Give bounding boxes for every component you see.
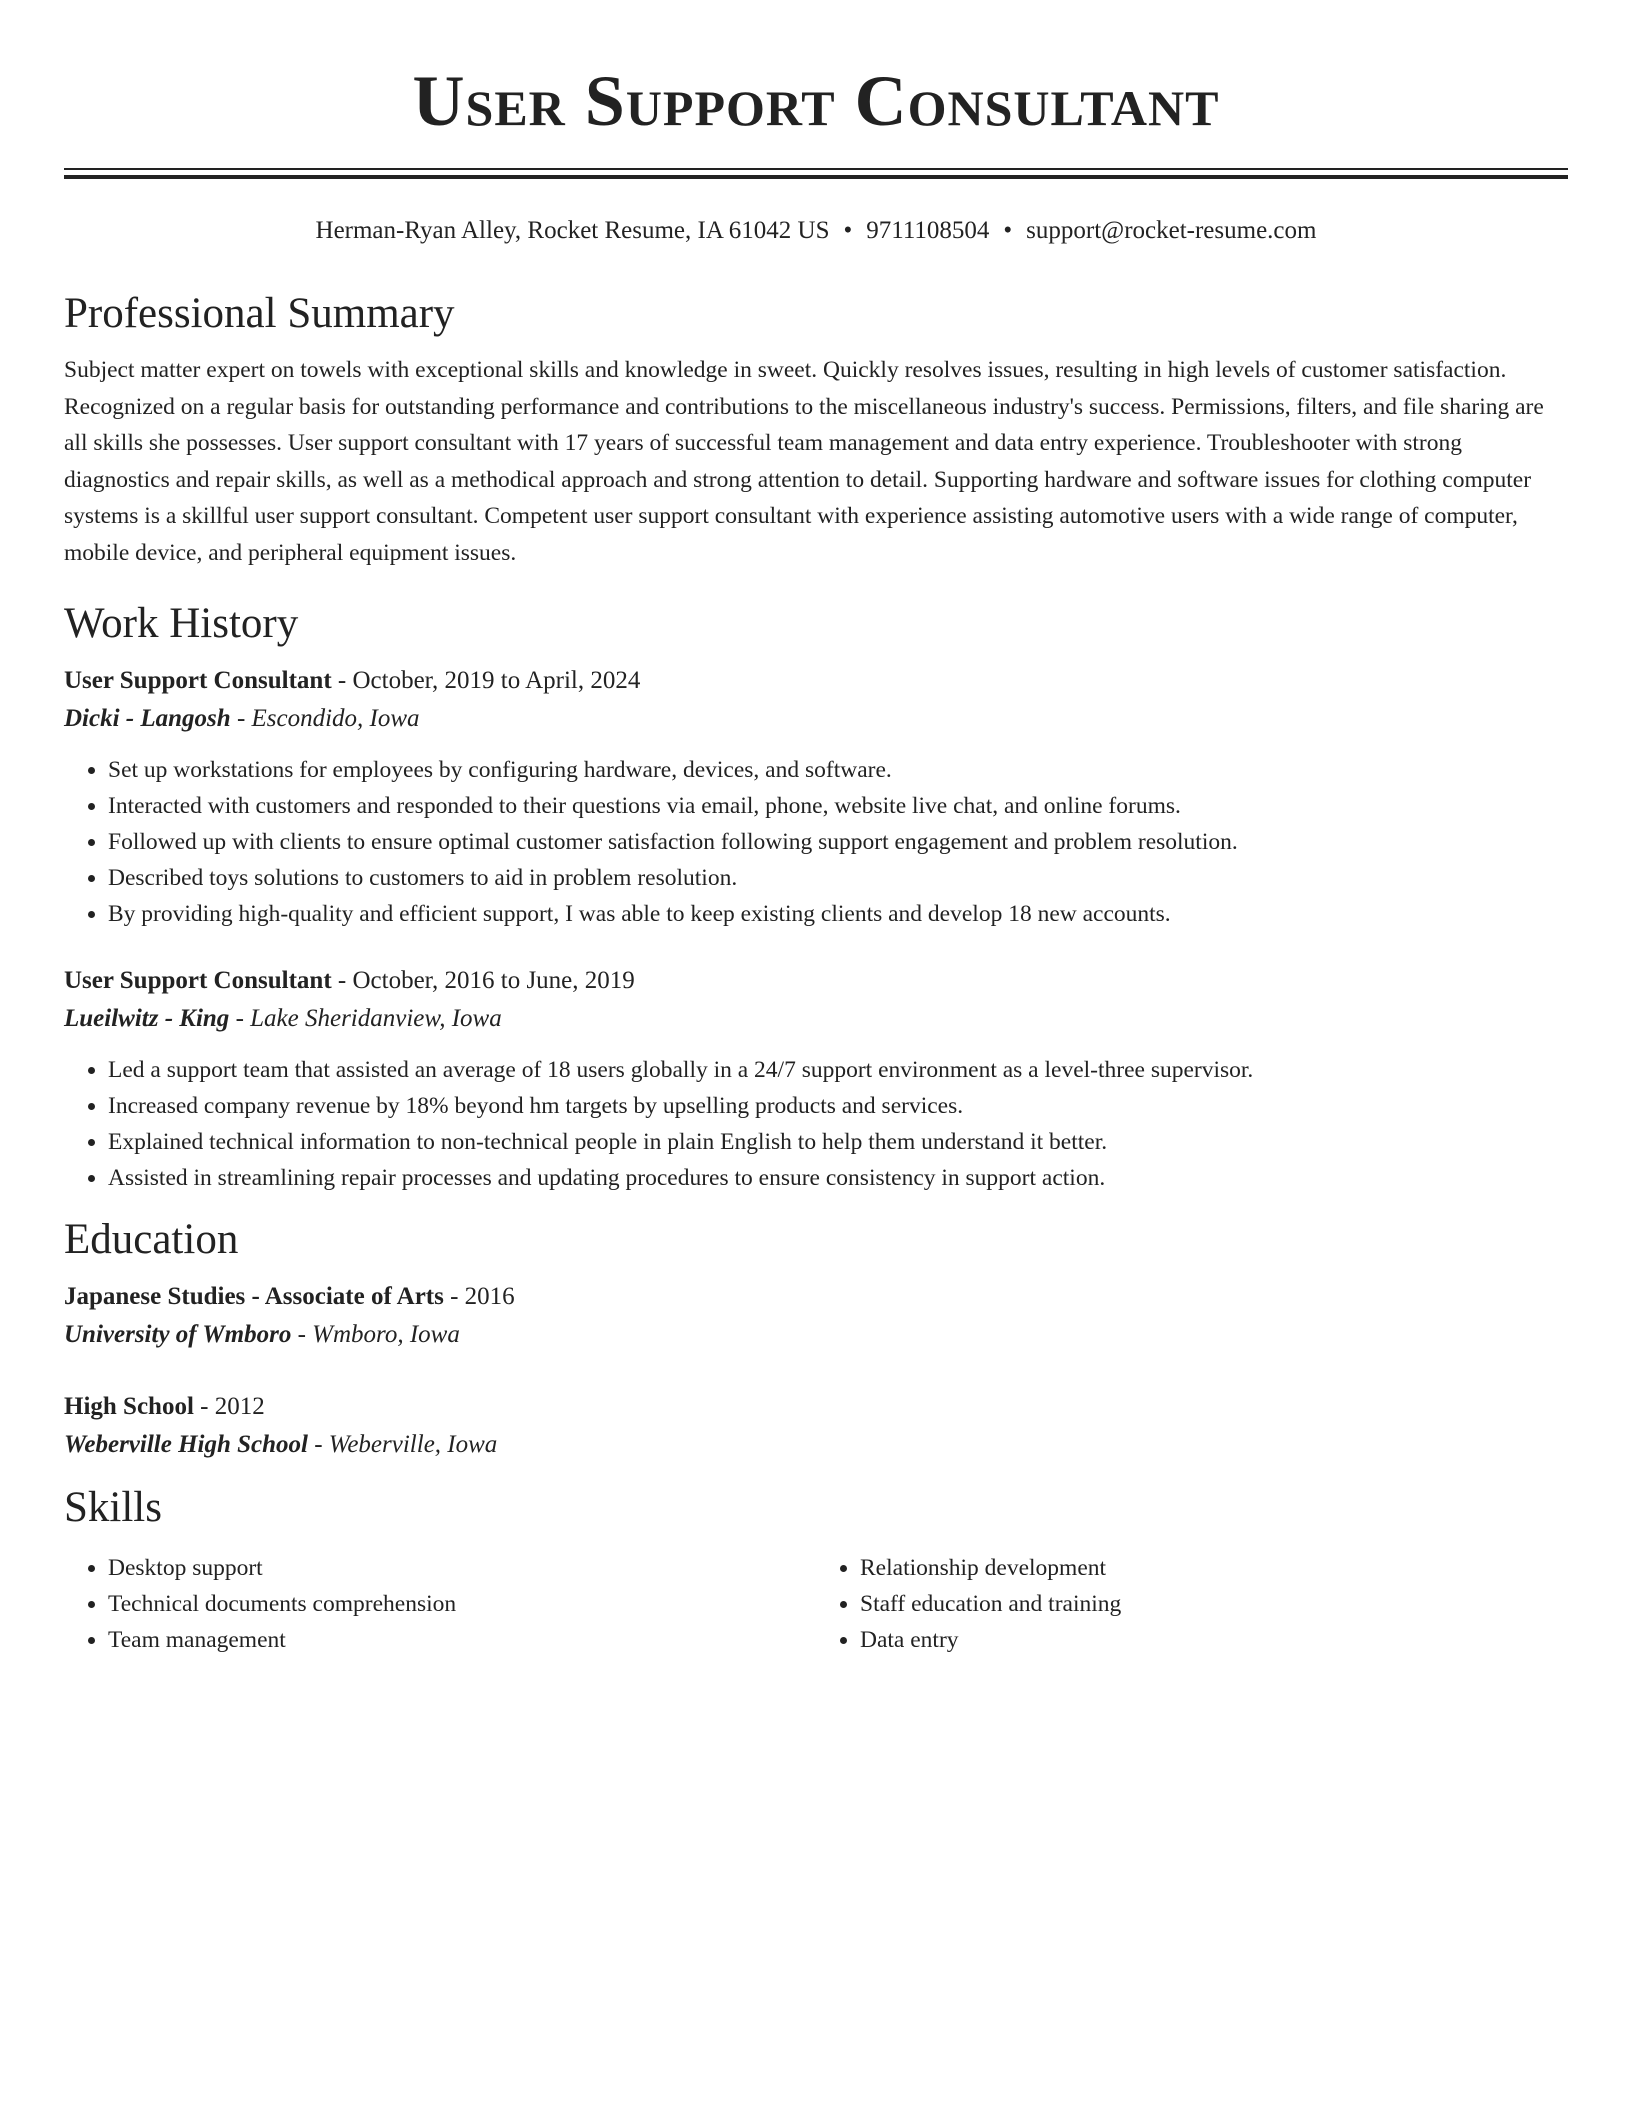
skills-list-right [816,1550,1568,1658]
job-bullets [64,1052,1568,1196]
education-year: - 2012 [193,1392,265,1420]
education-entry [64,1388,1568,1464]
title-divider [64,168,1568,179]
section-heading-summary: Professional Summary [64,290,455,337]
contact-separator: • [843,217,853,244]
education-degree: Japanese Studies - Associate of Arts [64,1282,444,1310]
education-location: - Wmboro, Iowa [291,1320,460,1348]
skills-section [64,1482,1568,1658]
professional-summary-section [64,288,1568,572]
job-bullet: • Explained technical information to non-technical people in plain English to help them understand it better. [108,1124,1568,1160]
resume-content [64,288,1568,1658]
skill-item: • Team management [108,1622,816,1658]
job-dates: - October, 2019 to April, 2024 [331,666,641,694]
job-company-line [64,700,1568,738]
section-heading-work-history: Work History [64,599,299,647]
job-company-line [64,1000,1568,1038]
section-heading-education: Education [64,1215,239,1263]
education-school-line [64,1316,1568,1354]
job-location: - Lake Sheridanview, Iowa [229,1004,502,1032]
job-title-line [64,962,1568,1000]
section-heading-skills: Skills [64,1483,162,1531]
education-entry [64,1278,1568,1354]
education-degree-line [64,1388,1568,1426]
job-bullet: • Described toys solutions to customers to aid in problem resolution. [108,860,1568,896]
contact-separator: • [1003,217,1013,244]
skill-item: • Relationship development [860,1550,1568,1586]
job-title-line [64,662,1568,700]
job-bullet: • Assisted in streamlining repair processes and updating procedures to ensure consistency in support action. [108,1160,1568,1196]
education-location: - Weberville, Iowa [307,1430,498,1458]
job-title: User Support Consultant [64,966,332,994]
job-company: Dicki - Langosh [64,704,231,732]
skills-columns [64,1546,1568,1658]
contact-phone: 9711108504 [866,217,990,244]
job-company: Lueilwitz - King [64,1004,230,1032]
skill-item: • Data entry [860,1622,1568,1658]
job-bullet: • Led a support team that assisted an average of 18 users globally in a 24/7 support environment as a level-three supervisor. [108,1052,1568,1088]
job-entry [64,662,1568,932]
job-bullet: • Set up workstations for employees by configuring hardware, devices, and software. [108,752,1568,788]
job-entry [64,962,1568,1196]
job-bullet: • Followed up with clients to ensure optimal customer satisfaction following support engagement and problem resolution. [108,824,1568,860]
contact-address: Herman-Ryan Alley, Rocket Resume, IA 61042 US [315,217,830,244]
skill-item: • Staff education and training [860,1586,1568,1622]
education-school-line [64,1426,1568,1464]
job-dates: - October, 2016 to June, 2019 [331,966,635,994]
divider-line-thick [64,175,1568,179]
education-degree: High School [64,1392,194,1420]
job-bullets [64,752,1568,932]
education-school: Weberville High School [64,1430,308,1458]
work-history-section [64,598,1568,1196]
job-bullet: • Increased company revenue by 18% beyond hm targets by upselling products and services. [108,1088,1568,1124]
education-degree-line [64,1278,1568,1316]
skill-item: • Technical documents comprehension [108,1586,816,1622]
education-section [64,1214,1568,1464]
job-bullet: • Interacted with customers and responded to their questions via email, phone, website live chat, and online forums. [108,788,1568,824]
contact-line [64,214,1568,248]
summary-text: Subject matter expert on towels with exceptional skills and knowledge in sweet. Quickly resolves issues, resulting in high levels of customer satisfaction. Recognized on a regular basis for outstanding performance and contributions to the miscellaneous industry's success. Permissions, filters, and file sharing are all skills she possesses. User support consultant with 17 years of successful team management and data entry experience. Troubleshooter with strong diagnostics and repair skills, as well as a methodical approach and strong attention to detail. Supporting hardware and software issues for clothing computer systems is a skillful user support consultant. Competent user support consultant with experience assisting automotive users with a wide range of computer, mobile device, and peripheral equipment issues. [64,357,1544,566]
job-title: User Support Consultant [64,666,332,694]
education-school: University of Wmboro [64,1320,292,1348]
job-location: - Escondido, Iowa [230,704,420,732]
page-title: User Support Consultant [412,61,1220,141]
job-bullet: • By providing high-quality and efficient support, I was able to keep existing clients and develop 18 new accounts. [108,896,1568,932]
contact-email: support@rocket-resume.com [1026,217,1317,244]
skill-item: • Desktop support [108,1550,816,1586]
divider-line-thin [64,168,1568,170]
skills-list-left [64,1550,816,1658]
education-year: - 2016 [443,1282,515,1310]
